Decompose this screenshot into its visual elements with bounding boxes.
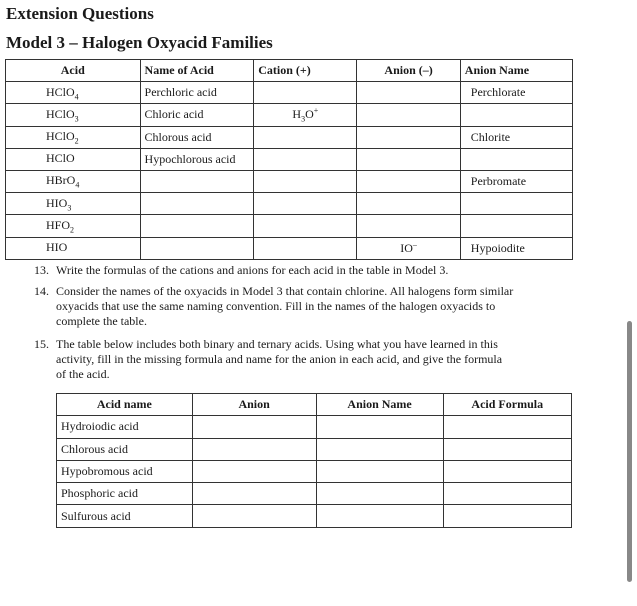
- col-header-name: Name of Acid: [140, 60, 254, 82]
- anion-cell[interactable]: [357, 148, 460, 170]
- acid-name-cell[interactable]: [140, 237, 254, 259]
- anion-name-cell[interactable]: Perbromate: [460, 170, 572, 192]
- anion-cell[interactable]: [192, 460, 316, 482]
- question-line: The table below includes both binary and ternary acids. Using what you have learned in this: [56, 337, 498, 351]
- cation-cell[interactable]: [254, 215, 357, 237]
- anion-name-cell[interactable]: [460, 104, 572, 126]
- table-row: [6, 237, 573, 259]
- table-row: [6, 193, 573, 215]
- acid-formula: HClO: [46, 106, 75, 121]
- question-text: Write the formulas of the cations and anions for each acid in the table in Model 3.: [56, 263, 449, 277]
- anion-name-cell[interactable]: [460, 215, 572, 237]
- anion-name-cell[interactable]: [316, 460, 443, 482]
- anion-cell[interactable]: [357, 170, 460, 192]
- cation-cell[interactable]: [254, 170, 357, 192]
- acid-name-cell: Chlorous acid: [57, 438, 193, 460]
- anion-cell[interactable]: [192, 438, 316, 460]
- acid-name-cell: Sulfurous acid: [57, 505, 193, 527]
- table-header-row: [57, 394, 572, 416]
- acid-formula: HClO: [46, 84, 75, 99]
- anion-name-cell[interactable]: [316, 483, 443, 505]
- acid-formula-cell[interactable]: [443, 438, 571, 460]
- table-row: [6, 148, 573, 170]
- table-row: [57, 438, 572, 460]
- acid-name-cell: Phosphoric acid: [57, 483, 193, 505]
- acid-subscript: 2: [74, 136, 79, 146]
- acid-formula-cell: [6, 104, 141, 126]
- acid-name-cell[interactable]: [140, 215, 254, 237]
- acid-formula-cell: [6, 126, 141, 148]
- acid-formula-cell: [6, 215, 141, 237]
- anion-name-cell[interactable]: [460, 148, 572, 170]
- question-line: complete the table.: [56, 314, 147, 328]
- acid-formula: HIO: [46, 195, 68, 210]
- question-line: Consider the names of the oxyacids in Model 3 that contain chlorine. All halogens form similar: [56, 284, 514, 298]
- acid-formula: HClO: [46, 128, 75, 143]
- section-title: Extension Questions: [6, 4, 154, 23]
- acid-formula-cell[interactable]: [443, 483, 571, 505]
- col-header-acid-name: Acid name: [57, 394, 193, 416]
- anion-name-cell[interactable]: [460, 193, 572, 215]
- question-line: activity, fill in the missing formula and name for the anion in each acid, and give the formula: [56, 352, 503, 366]
- acid-formula-cell: [6, 148, 141, 170]
- question-number: 15.: [34, 337, 49, 351]
- acid-formula-cell: [6, 170, 141, 192]
- acid-name-cell[interactable]: Hypochlorous acid: [140, 148, 254, 170]
- col-header-acid-formula: Acid Formula: [443, 394, 571, 416]
- anion-cell[interactable]: [192, 416, 316, 438]
- acid-name-cell[interactable]: [140, 170, 254, 192]
- col-header-anion: Anion: [192, 394, 316, 416]
- table-row: [6, 215, 573, 237]
- cation-cell[interactable]: [254, 82, 357, 104]
- cation-cell[interactable]: [254, 148, 357, 170]
- table-row: [57, 460, 572, 482]
- acid-formula: HClO: [46, 151, 75, 166]
- acid-formula-cell: [6, 193, 141, 215]
- acid-name-cell[interactable]: Chloric acid: [140, 104, 254, 126]
- acid-formula-cell: [6, 82, 141, 104]
- acid-subscript: 3: [67, 202, 72, 212]
- table-row: [6, 104, 573, 126]
- anion-cell[interactable]: [357, 104, 460, 126]
- anion-name-cell[interactable]: [316, 416, 443, 438]
- question-number: 13.: [34, 263, 49, 277]
- col-header-anion-name: Anion Name: [460, 60, 572, 82]
- cation-cell[interactable]: [254, 126, 357, 148]
- anion-cell[interactable]: [192, 483, 316, 505]
- acid-formula-cell: [6, 237, 141, 259]
- cation-formula: H: [292, 107, 302, 122]
- acid-subscript: 4: [75, 180, 80, 190]
- question-number: 14.: [34, 284, 49, 298]
- question-line: oxyacids that use the same naming convention. Fill in the names of the halogen oxyacids to: [56, 299, 496, 313]
- cation-formula-rest: O: [305, 107, 314, 122]
- table-row: [57, 505, 572, 527]
- anion-name-cell[interactable]: Chlorite: [460, 126, 572, 148]
- acid-name-cell[interactable]: Perchloric acid: [140, 82, 254, 104]
- cation-charge: +: [313, 106, 319, 116]
- acid-subscript: 4: [74, 91, 79, 101]
- anion-cell[interactable]: [357, 215, 460, 237]
- vertical-scrollbar[interactable]: [627, 321, 632, 582]
- anion-formula: IO: [400, 241, 413, 256]
- acid-formula-cell[interactable]: [443, 505, 571, 527]
- anion-cell[interactable]: [357, 126, 460, 148]
- anion-cell[interactable]: [357, 237, 460, 259]
- acid-formula: HIO: [46, 239, 68, 254]
- col-header-acid: Acid: [6, 60, 141, 82]
- anion-name-cell[interactable]: Perchlorate: [460, 82, 572, 104]
- acid-formula-cell[interactable]: [443, 460, 571, 482]
- acid-name-cell: Hydroiodic acid: [57, 416, 193, 438]
- halogen-oxyacid-table: [5, 59, 573, 260]
- anion-name-cell[interactable]: [316, 505, 443, 527]
- acid-subscript: 3: [74, 114, 79, 124]
- anion-cell[interactable]: [357, 82, 460, 104]
- cation-cell[interactable]: [254, 237, 357, 259]
- acid-formula: HBrO: [46, 173, 76, 188]
- table-header-row: [6, 60, 573, 82]
- anion-cell[interactable]: [357, 193, 460, 215]
- table-row: [57, 416, 572, 438]
- question-line: of the acid.: [56, 367, 110, 381]
- anion-cell[interactable]: [192, 505, 316, 527]
- acid-name-cell[interactable]: Chlorous acid: [140, 126, 254, 148]
- acid-name-cell[interactable]: [140, 193, 254, 215]
- cation-cell[interactable]: [254, 193, 357, 215]
- acid-subscript: 2: [70, 225, 75, 235]
- cation-cell[interactable]: [254, 104, 357, 126]
- acid-formula-cell[interactable]: [443, 416, 571, 438]
- table-row: [57, 483, 572, 505]
- col-header-anion-name: Anion Name: [316, 394, 443, 416]
- table-row: [6, 170, 573, 192]
- col-header-anion: Anion (–): [357, 60, 460, 82]
- model-title: Model 3 – Halogen Oxyacid Families: [6, 33, 273, 52]
- col-header-cation: Cation (+): [254, 60, 357, 82]
- cation-subscript: 3: [301, 114, 306, 124]
- table-row: [6, 126, 573, 148]
- acid-name-cell: Hypobromous acid: [57, 460, 193, 482]
- anion-charge: –: [412, 240, 417, 250]
- acid-naming-table: [56, 393, 572, 528]
- table-row: [6, 82, 573, 104]
- anion-name-cell[interactable]: Hypoiodite: [460, 237, 572, 259]
- acid-formula: HFO: [46, 217, 71, 232]
- anion-name-cell[interactable]: [316, 438, 443, 460]
